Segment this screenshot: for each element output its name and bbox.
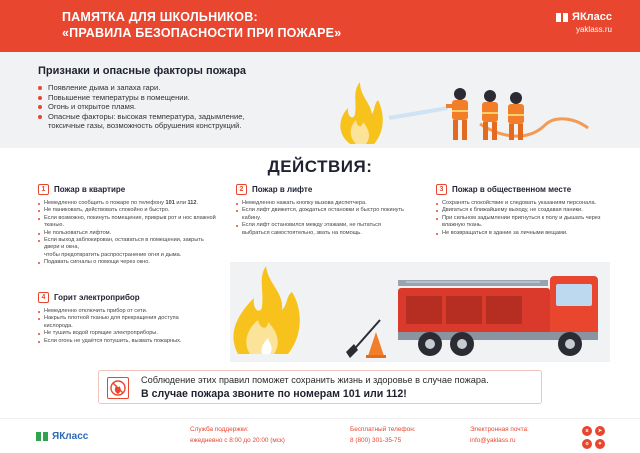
- list-item: Подавать сигналы о помощи через окно.: [38, 259, 218, 266]
- list-item: Если возможно, покинуть помещение, прикрыв рот и нос влажной тканью.: [38, 215, 218, 230]
- list-item: Не паниковать, действовать спокойно и быстро.: [38, 207, 218, 214]
- no-fire-icon: [107, 377, 129, 399]
- note-line2: В случае пожара звоните по номерам 101 или 112!: [141, 388, 407, 400]
- signs-heading: Признаки и опасные факторы пожара: [38, 65, 247, 77]
- dzen-icon[interactable]: ✦: [595, 439, 605, 449]
- phone-value[interactable]: 8 (800) 301-35-75: [350, 437, 402, 444]
- footer: [0, 418, 640, 453]
- block-number: 3: [436, 184, 447, 195]
- list-item: Если лифт остановился между этажами, не пытаться выбраться самостоятельно, звать на помощь.: [236, 222, 406, 237]
- list-item: Немедленно отключить прибор от сети.: [38, 308, 208, 315]
- page-title-line2: «ПРАВИЛА БЕЗОПАСНОСТИ ПРИ ПОЖАРЕ»: [62, 26, 342, 40]
- block-title: Горит электроприбор: [54, 293, 140, 302]
- phone-112: 112: [187, 200, 197, 206]
- block-elevator-fire: [236, 184, 406, 237]
- list-item: Если огонь не удаётся потушить, вызвать пожарных.: [38, 338, 208, 345]
- telegram-icon[interactable]: ➤: [595, 426, 605, 436]
- phone-101: 101: [165, 200, 175, 206]
- block-number: 4: [38, 292, 49, 303]
- list-item: Если лифт движется, дождаться остановки и быстро покинуть кабину.: [236, 207, 406, 222]
- signs-section: [0, 52, 640, 148]
- block-title: Пожар в квартире: [54, 185, 126, 194]
- phone-label: Бесплатный телефон:: [350, 426, 416, 433]
- list-item: Если выход заблокирован, оставаться в помещении, закрыть двери и окна,: [38, 237, 218, 252]
- logo-url[interactable]: yaklass.ru: [575, 25, 612, 34]
- email-value[interactable]: info@yaklass.ru: [470, 437, 516, 444]
- support-label: Служба поддержки:: [190, 426, 249, 433]
- footer-email: [470, 426, 529, 444]
- list-item: При сильном задымлении пригнуться к полу и дышать через влажную ткань.: [436, 215, 606, 230]
- book-logo-icon: [36, 432, 48, 441]
- footer-logo[interactable]: [36, 431, 88, 442]
- block-number: 2: [236, 184, 247, 195]
- list-item: Повышение температуры в помещении.: [38, 93, 278, 103]
- list-item: Опасные факторы: высокая температура, задымление, токсичные газы, возможность обрушения конструкций.: [38, 112, 278, 131]
- block-number: 1: [38, 184, 49, 195]
- call-text-end: .: [196, 200, 199, 206]
- list-item: Не возвращаться в здание за личными вещами.: [436, 230, 606, 237]
- list-item: Немедленно нажать кнопку вызова диспетчера.: [236, 200, 406, 207]
- list-item: Не пользоваться лифтом.: [38, 230, 218, 237]
- block-appliance-fire: [38, 292, 208, 345]
- actions-title: ДЕЙСТВИЯ:: [267, 157, 373, 176]
- block-title: Пожар в общественном месте: [452, 185, 572, 194]
- call-text: Немедленно сообщить о пожаре по телефону: [44, 200, 166, 206]
- note-line1: Соблюдение этих правил поможет сохранить жизнь и здоровье в случае пожара.: [141, 375, 489, 385]
- firefighters-illustration: [330, 80, 600, 148]
- list-item: Появление дыма и запаха гари.: [38, 83, 278, 93]
- fire-truck-illustration: [230, 262, 610, 362]
- page-title: [62, 9, 341, 41]
- list-item: чтобы предотвратить распространение огня и дыма.: [44, 251, 182, 258]
- footer-logo-name: ЯКласс: [52, 431, 89, 442]
- block-apartment-fire: [38, 184, 218, 267]
- list-item: Накрыть плотной тканью для прекращения доступа кислорода.: [38, 315, 208, 330]
- social-links: [582, 426, 606, 449]
- fire-flame-icon: [340, 82, 382, 144]
- page-title-line1: ПАМЯТКА ДЛЯ ШКОЛЬНИКОВ:: [62, 10, 258, 24]
- book-logo-icon: [556, 13, 568, 22]
- list-item: Не тушить водой горящие электроприборы.: [38, 330, 208, 337]
- header-logo[interactable]: [556, 11, 612, 34]
- footer-phone: [350, 426, 416, 444]
- call-text-or: или: [174, 200, 188, 206]
- block-public-place-fire: [436, 184, 606, 237]
- list-item: Двигаться к ближайшему выходу, не создавая паники.: [436, 207, 606, 214]
- header-banner: [0, 0, 640, 52]
- email-label: Электронная почта:: [470, 426, 529, 433]
- footer-support: [190, 426, 285, 444]
- ok-icon[interactable]: о: [582, 439, 592, 449]
- logo-name: ЯКласс: [572, 11, 612, 23]
- safety-note: [98, 370, 542, 404]
- list-item: Сохранять спокойствие и следовать указаниям персонала.: [436, 200, 606, 207]
- list-item: Огонь и открытое пламя.: [38, 102, 278, 112]
- vk-icon[interactable]: в: [582, 426, 592, 436]
- support-value: ежедневно с 8:00 до 20:00 (мск): [190, 437, 285, 444]
- signs-list: [38, 83, 278, 131]
- block-title: Пожар в лифте: [252, 185, 313, 194]
